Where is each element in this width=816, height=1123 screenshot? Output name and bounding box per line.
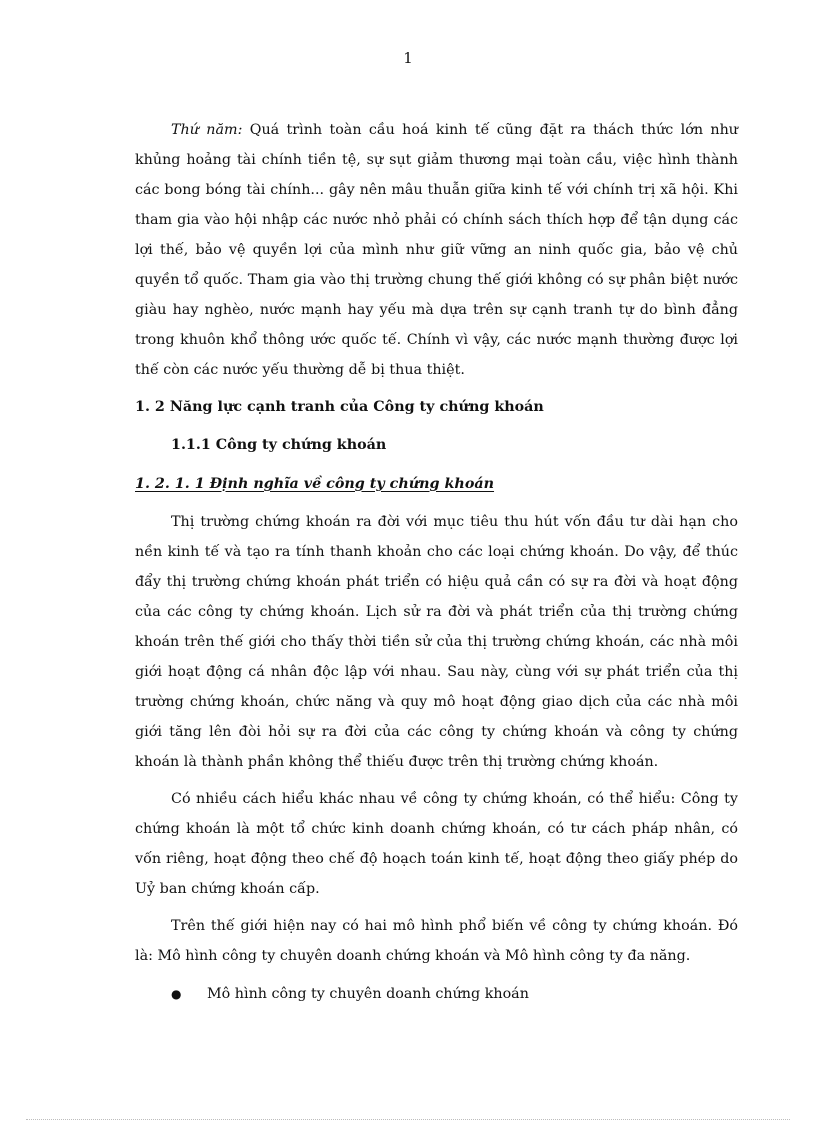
paragraph-lead-thu-nam: Thứ năm:: [171, 122, 243, 138]
subsubsection-heading-dinh-nghia: 1. 2. 1. 1 Định nghĩa về công ty chứng khoán: [135, 475, 495, 492]
paragraph-hai-mo-hinh: Trên thế giới hiện nay có hai mô hình phổ biến về công ty chứng khoán. Đó là: Mô hình công ty chuyên doanh chứng khoán và Mô hình công ty đa năng.: [135, 918, 738, 965]
document-body: [135, 115, 738, 1009]
paragraph-thi-truong-chung-khoan: Thị trường chứng khoán ra đời với mục tiêu thu hút vốn đầu tư dài hạn cho nền kinh tế và tạo ra tính thanh khoản cho các loại chứng khoán. Do vậy, để thúc đẩy thị trường chứng khoán phát triển có hiệu quả cần có sự ra đời và hoạt động của các công ty chứng khoán. Lịch sử ra đời và phát triển của thị trường chứng khoán trên thế giới cho thấy thời tiền sử của thị trường chứng khoán, các nhà môi giới hoạt động cá nhân độc lập với nhau. Sau này, cùng với sự phát triển của thị trường chứng khoán, chức năng và quy mô hoạt động giao dịch của các nhà môi giới tăng lên đòi hỏi sự ra đời của các công ty chứng khoán và công ty chứng khoán là thành phần không thể thiếu được trên thị trường chứng khoán.: [135, 513, 738, 770]
bullet-item-chuyen-doanh: [135, 979, 738, 1009]
paragraph-dinh-nghia-cong-ty: Có nhiều cách hiểu khác nhau về công ty chứng khoán, có thể hiểu: Công ty chứng khoán là một tổ chức kinh doanh chứng khoán, có tư cách pháp nhân, có vốn riêng, hoạt động theo chế độ hoạch toán kinh tế, hoạt động theo giấy phép do Uỷ ban chứng khoán cấp.: [135, 790, 738, 898]
page-bottom-dotted-divider: [26, 1119, 790, 1120]
subsection-heading-cong-ty-chung-khoan: 1.1.1 Công ty chứng khoán: [171, 437, 387, 454]
paragraph-text-thu-nam: Quá trình toàn cầu hoá kinh tế cũng đặt ra thách thức lớn như khủng hoảng tài chính tiền tệ, sự sụt giảm thương mại toàn cầu, việc hình thành các bong bóng tài chính... gây nên mâu thuẫn giữa kinh tế với chính trị xã hội. Khi tham gia vào hội nhập các nước nhỏ phải có chính sách thích hợp để tận dụng các lợi thế, bảo vệ quyền lợi của mình như giữ vững an ninh quốc gia, bảo vệ chủ quyền tổ quốc. Tham gia vào thị trường chung thế giới không có sự phân biệt nước giàu hay nghèo, nước mạnh hay yếu mà dựa trên sự cạnh tranh tự do bình đẳng trong khuôn khổ thông ước quốc tế. Chính vì vậy, các nước mạnh thường được lợi thế còn các nước yếu thường dễ bị thua thiệt.: [135, 122, 738, 379]
paragraph-thu-nam: [135, 115, 738, 385]
bullet-item-text: Mô hình công ty chuyên doanh chứng khoán: [207, 986, 529, 1003]
bullet-dot-icon: ●: [171, 987, 182, 1002]
page-number: 1: [403, 49, 413, 67]
section-heading-nang-luc-canh-tranh: 1. 2 Năng lực cạnh tranh của Công ty chứng khoán: [135, 399, 544, 416]
